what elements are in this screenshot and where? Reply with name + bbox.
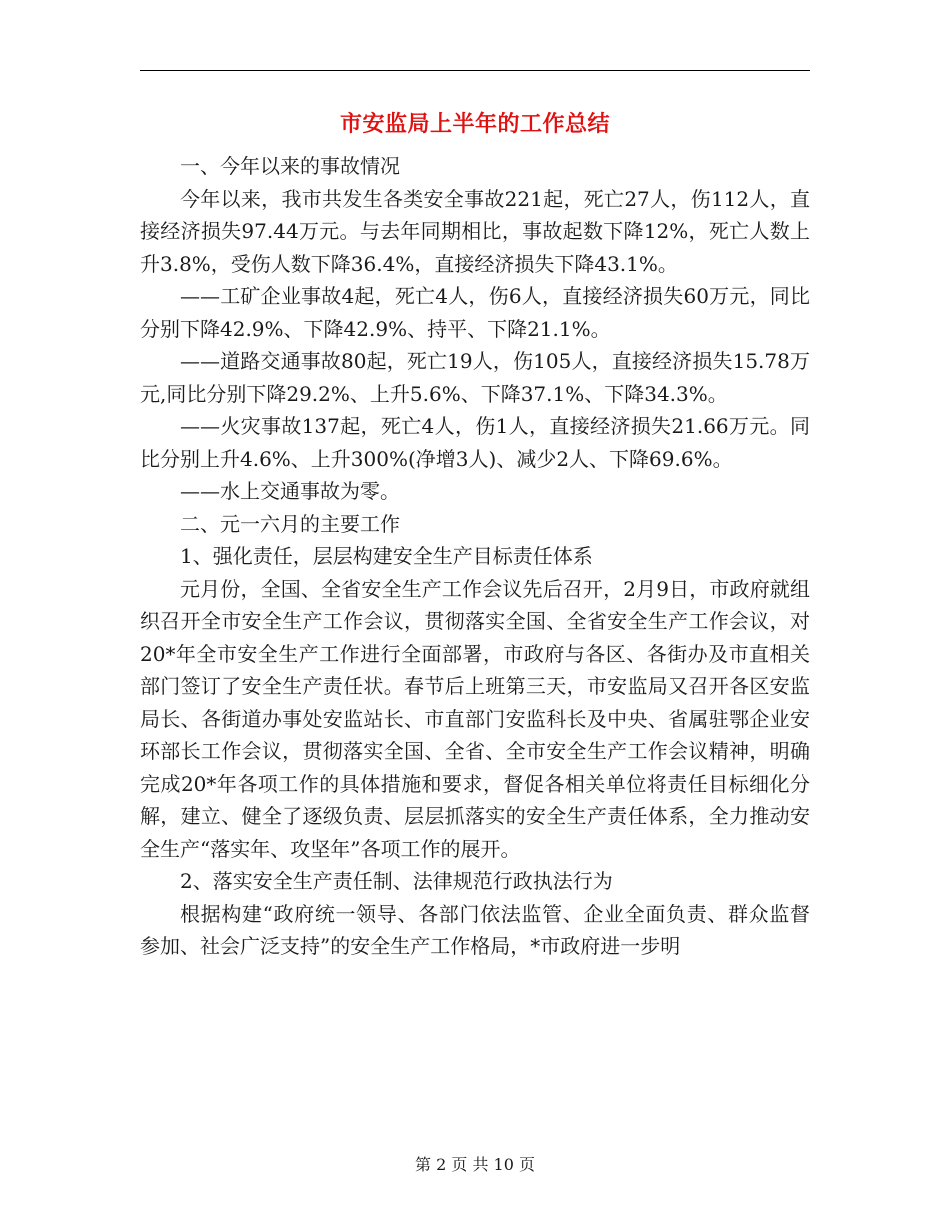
document-body [140, 150, 810, 963]
subheading-responsibility: 1、强化责任，层层构建安全生产目标责任体系 [180, 544, 593, 568]
section-heading-main-work: 二、元一六月的主要工作 [180, 511, 400, 536]
paragraph-responsibility-detail: 元月份，全国、全省安全生产工作会议先后召开，2月9日，市政府就组织召开全市安全生产工作会议，贯彻落实全国、全省安全生产工作会议，对20*年全市安全生产工作进行全面部署，市政府与各区、各街办及市直相关部门签订了安全生产责任状。春节后上班第三天，市安监局又召开各区安监局长、各街道办事处安监站长、市直部门安监科长及中央、省属驻鄂企业安环部长工作会议，贯彻落实全国、全省、全市安全生产工作会议精神，明确完成20*年各项工作的具体措施和要求，督促各相关单位将责任目标细化分解，建立、健全了逐级负责、层层抓落实的安全生产责任体系，全力推动安全生产“落实年、攻坚年”各项工作的展开。 [140, 576, 810, 861]
paragraph-law-enforcement-detail: 根据构建“政府统一领导、各部门依法监管、企业全面负责、群众监督参加、社会广泛支持”的安全生产工作格局，*市政府进一步明 [140, 901, 810, 958]
subheading-law-enforcement: 2、落实安全生产责任制、法律规范行政执法行为 [180, 869, 613, 893]
document-title: 市安监局上半年的工作总结 [339, 111, 610, 137]
page-number-footer: 第 2 页 共 10 页 [415, 1155, 535, 1174]
paragraph-industrial-accidents: ——工矿企业事故4起，死亡4人，伤6人，直接经济损失60万元，同比分别下降42.9%、下降42.9%、持平、下降21.1%。 [140, 284, 810, 341]
header-rule [140, 70, 810, 71]
section-heading-accidents: 一、今年以来的事故情况 [180, 154, 400, 178]
paragraph-water-accidents: ——水上交通事故为零。 [180, 479, 400, 503]
paragraph-fire-accidents: ——火灾事故137起，死亡4人，伤1人，直接经济损失21.66万元。同比分别上升4.6%、上升300%(净增3人)、减少2人、下降69.6%。 [140, 414, 810, 471]
paragraph-accident-overview: 今年以来，我市共发生各类安全事故221起，死亡27人，伤112人，直接经济损失97.44万元。与去年同期相比，事故起数下降12%，死亡人数上升3.8%，受伤人数下降36.4%，直接经济损失下降43.1%。 [140, 186, 810, 276]
paragraph-road-accidents: ——道路交通事故80起，死亡19人，伤105人，直接经济损失15.78万元,同比分别下降29.2%、上升5.6%、下降37.1%、下降34.3%。 [140, 349, 810, 406]
